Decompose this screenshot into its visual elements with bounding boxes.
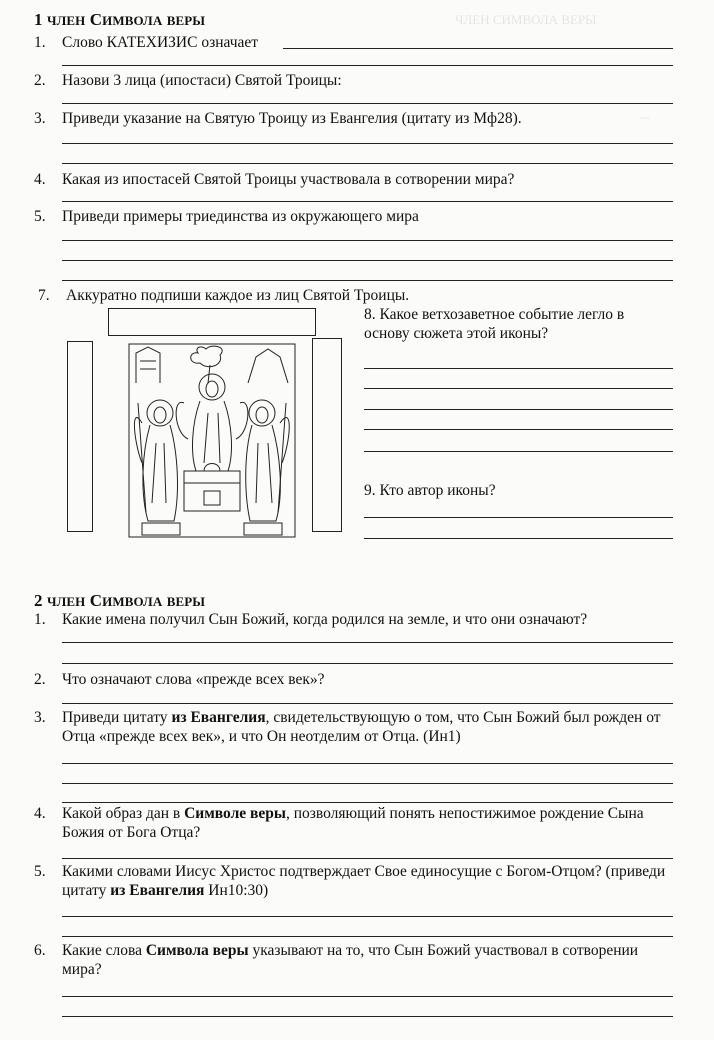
answer-line[interactable] [364, 368, 673, 369]
answer-line[interactable] [62, 642, 673, 643]
section2-title: 2 ЧЛЕН СИМВОЛА ВЕРЫ [34, 591, 206, 610]
answer-line[interactable] [62, 916, 673, 917]
label-box-right[interactable] [312, 338, 342, 532]
label-box-top[interactable] [108, 308, 316, 336]
answer-line[interactable] [364, 388, 673, 389]
answer-line[interactable] [62, 260, 673, 261]
section1-title: 1 ЧЛЕН СИМВОЛА ВЕРЫ [34, 10, 206, 29]
answer-line[interactable] [62, 663, 673, 664]
answer-line[interactable] [62, 163, 673, 164]
answer-line[interactable] [62, 240, 673, 241]
answer-line[interactable] [364, 538, 673, 539]
trinity-icon-image [128, 343, 296, 539]
answer-line[interactable] [364, 517, 673, 518]
answer-line[interactable] [62, 703, 673, 704]
answer-line[interactable] [364, 451, 673, 452]
answer-line[interactable] [62, 280, 673, 281]
answer-line[interactable] [62, 783, 673, 784]
answer-line[interactable] [62, 65, 673, 66]
answer-line[interactable] [62, 763, 673, 764]
answer-line[interactable] [62, 1016, 673, 1017]
answer-line[interactable] [62, 201, 673, 202]
bleed-through-text: ─ [640, 110, 650, 125]
answer-line[interactable] [62, 996, 673, 997]
label-box-left[interactable] [67, 341, 93, 532]
answer-line[interactable] [364, 429, 673, 430]
answer-line[interactable] [283, 48, 673, 49]
answer-line[interactable] [364, 409, 673, 410]
answer-line[interactable] [62, 858, 673, 859]
answer-line[interactable] [62, 103, 673, 104]
answer-line[interactable] [62, 143, 673, 144]
answer-line[interactable] [62, 936, 673, 937]
answer-line[interactable] [62, 802, 673, 803]
bleed-through-text: ЧЛЕН СИМВОЛА ВЕРЫ [455, 12, 597, 27]
